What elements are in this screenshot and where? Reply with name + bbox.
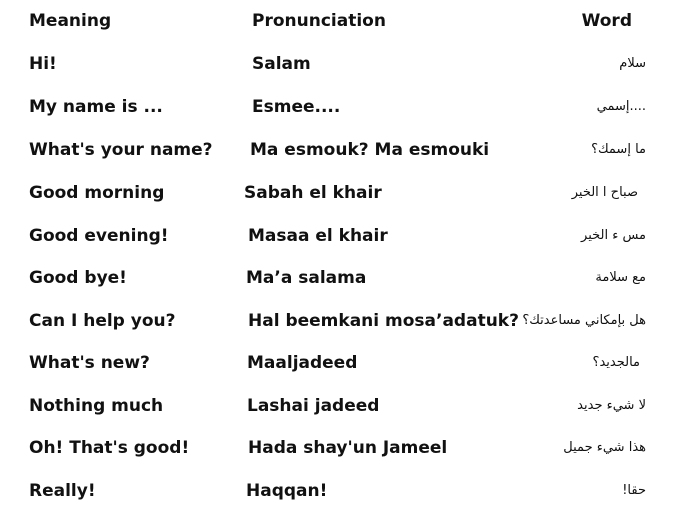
table-row: [0, 306, 680, 336]
meaning-cell: Good morning: [29, 183, 165, 203]
arabic-word-cell: صباح ا الخير: [571, 185, 638, 200]
arabic-word-cell: حقا!: [622, 483, 646, 498]
arabic-word-cell: مع سلامة: [595, 270, 646, 285]
meaning-cell: Really!: [29, 481, 96, 501]
meaning-cell: What's your name?: [29, 140, 213, 160]
arabic-word-cell: مس ء الخير: [581, 228, 646, 243]
header-word: Word: [581, 11, 632, 31]
table-row: [0, 92, 680, 122]
arabic-word-cell: هل بإمكاني مساعدتك؟: [522, 313, 646, 328]
meaning-cell: Good evening!: [29, 226, 169, 246]
pronunciation-cell: Maaljadeed: [247, 353, 358, 373]
arabic-word-cell: لا شيء جديد: [577, 398, 646, 413]
arabic-word-cell: ....إسمي: [596, 99, 646, 114]
pronunciation-cell: Salam: [252, 54, 311, 74]
pronunciation-cell: Esmee....: [252, 97, 341, 117]
table-row: [0, 49, 680, 79]
meaning-cell: Oh! That's good!: [29, 438, 190, 458]
arabic-word-cell: سلام: [619, 56, 646, 71]
pronunciation-cell: Ma esmouk? Ma esmouki: [250, 140, 490, 160]
meaning-cell: Hi!: [29, 54, 57, 74]
meaning-cell: Nothing much: [29, 396, 164, 416]
meaning-cell: What's new?: [29, 353, 150, 373]
meaning-cell: Good bye!: [29, 268, 127, 288]
table-row: [0, 348, 680, 378]
meaning-cell: My name is ...: [29, 97, 163, 117]
arabic-word-cell: هذا شيء جميل: [563, 440, 646, 455]
table-row: [0, 178, 680, 208]
header-row: [0, 6, 680, 36]
table-row: [0, 221, 680, 251]
table-row: [0, 476, 680, 506]
pronunciation-cell: Ma’a salama: [246, 268, 367, 288]
arabic-word-cell: ما إسمك؟: [591, 142, 646, 157]
pronunciation-cell: Haqqan!: [246, 481, 328, 501]
pronunciation-cell: Lashai jadeed: [247, 396, 380, 416]
table-row: [0, 391, 680, 421]
pronunciation-cell: Hada shay'un Jameel: [248, 438, 448, 458]
pronunciation-cell: Masaa el khair: [248, 226, 388, 246]
header-pronunciation: Pronunciation: [252, 11, 386, 31]
arabic-word-cell: مالجديد؟: [592, 355, 640, 370]
header-meaning: Meaning: [29, 11, 112, 31]
meaning-cell: Can I help you?: [29, 311, 176, 331]
table-row: [0, 135, 680, 165]
table-row: [0, 433, 680, 463]
pronunciation-cell: Hal beemkani mosa’adatuk?: [248, 311, 519, 331]
table-row: [0, 263, 680, 293]
pronunciation-cell: Sabah el khair: [244, 183, 382, 203]
